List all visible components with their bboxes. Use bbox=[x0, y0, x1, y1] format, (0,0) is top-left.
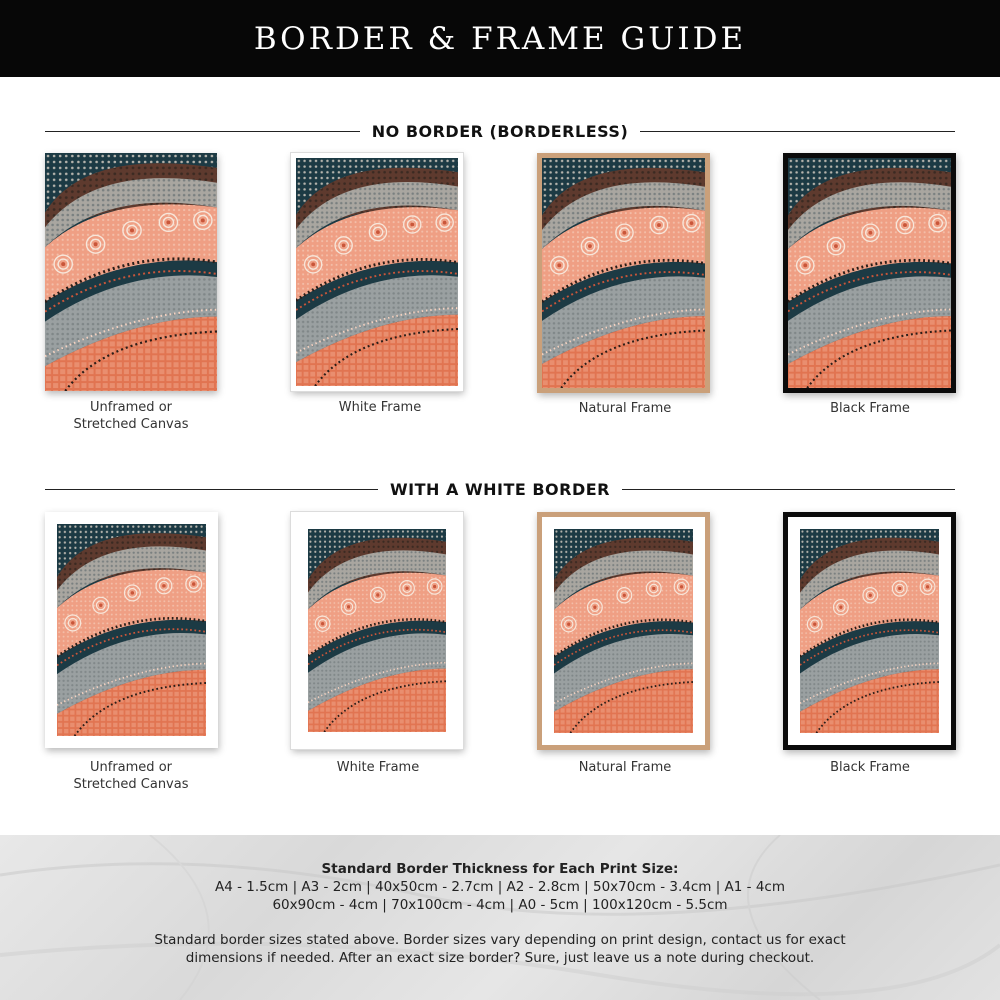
border-sizes-line-2: 60x90cm - 4cm | 70x100cm - 4cm | A0 - 5cm | 100x120cm - 5.5cm bbox=[272, 897, 728, 913]
print-unframed-bordered bbox=[45, 512, 218, 748]
print-natural-frame-bordered bbox=[537, 512, 710, 750]
border-sizes-line-1: A4 - 1.5cm | A3 - 2cm | 40x50cm - 2.7cm | A2 - 2.8cm | 50x70cm - 3.4cm | A1 - 4cm bbox=[214, 879, 785, 895]
marble-texture bbox=[0, 835, 1000, 1000]
caption-unframed bbox=[31, 399, 231, 433]
print-natural-frame bbox=[537, 153, 710, 393]
caption-line-1: Black Frame bbox=[830, 760, 910, 775]
caption-natural-frame bbox=[525, 400, 725, 417]
caption-line-2: Stretched Canvas bbox=[73, 777, 189, 792]
header-banner bbox=[0, 0, 1000, 77]
border-thickness-info bbox=[0, 835, 1000, 1000]
divider-right bbox=[640, 131, 955, 132]
print-unframed bbox=[45, 153, 217, 391]
section-heading-white-border bbox=[45, 477, 955, 501]
print-white-frame bbox=[291, 153, 463, 391]
caption-white-frame bbox=[278, 759, 478, 776]
print-black-frame-bordered bbox=[783, 512, 956, 750]
section-label-no-border: NO BORDER (BORDERLESS) bbox=[371, 121, 629, 141]
artwork-image bbox=[308, 529, 446, 732]
caption-black-frame bbox=[770, 400, 970, 417]
caption-line-1: White Frame bbox=[336, 760, 420, 775]
border-note-line-1: Standard border sizes stated above. Border sizes vary depending on print design, contact us for exact bbox=[154, 932, 846, 948]
caption-line-1: Unframed or bbox=[90, 400, 172, 415]
divider-left bbox=[45, 131, 360, 132]
caption-line-2: Stretched Canvas bbox=[73, 417, 189, 432]
caption-line-1: Black Frame bbox=[830, 401, 910, 416]
print-white-frame-bordered bbox=[291, 512, 463, 749]
caption-unframed bbox=[31, 759, 231, 793]
artwork-image bbox=[296, 158, 458, 386]
artwork-image bbox=[800, 529, 939, 733]
border-note-line-2: dimensions if needed. After an exact size border? Sure, just leave us a note during checkout. bbox=[185, 950, 815, 966]
caption-line-1: Natural Frame bbox=[578, 401, 672, 416]
caption-black-frame bbox=[770, 759, 970, 776]
section-heading-no-border bbox=[45, 119, 955, 143]
caption-line-1: White Frame bbox=[338, 400, 422, 415]
artwork-image bbox=[788, 158, 951, 388]
artwork-image bbox=[45, 153, 217, 391]
caption-natural-frame bbox=[525, 759, 725, 776]
print-black-frame bbox=[783, 153, 956, 393]
divider-right bbox=[622, 489, 955, 490]
artwork-image bbox=[57, 524, 206, 736]
artwork-image bbox=[554, 529, 693, 733]
artwork-image bbox=[542, 158, 705, 388]
divider-left bbox=[45, 489, 378, 490]
caption-white-frame bbox=[280, 399, 480, 416]
caption-line-1: Unframed or bbox=[90, 760, 172, 775]
border-thickness-title: Standard Border Thickness for Each Print Size: bbox=[321, 861, 679, 877]
section-label-white-border: WITH A WHITE BORDER bbox=[390, 479, 610, 499]
page-title: BORDER & FRAME GUIDE bbox=[253, 20, 747, 57]
caption-line-1: Natural Frame bbox=[578, 760, 672, 775]
